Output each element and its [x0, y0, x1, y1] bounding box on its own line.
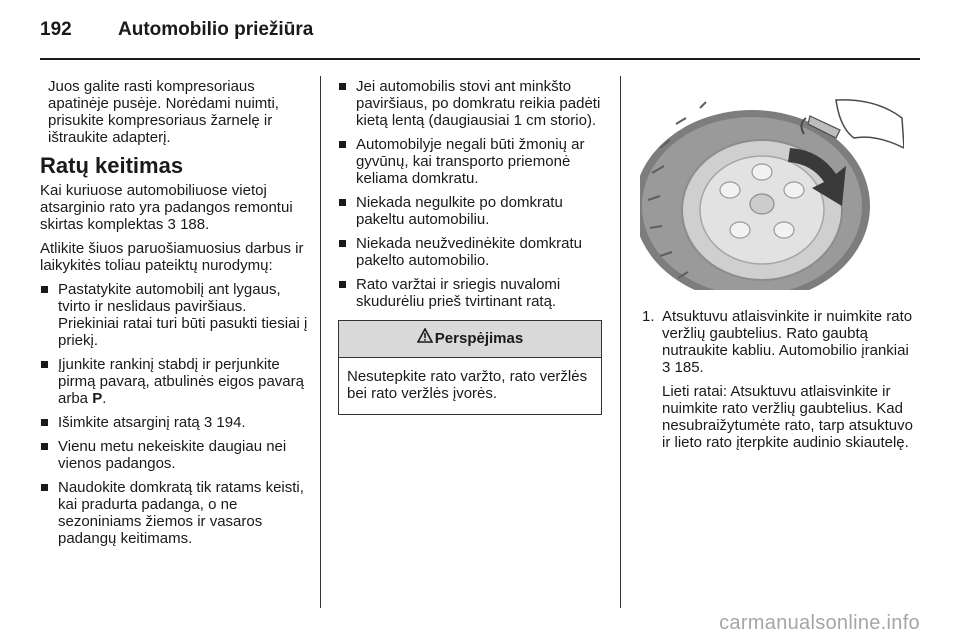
list-item-text: Įjunkite rankinį stabdį ir perjunkite pirmą pavarą, atbulinės eigos pavarą arba — [58, 356, 304, 407]
list-item: Pastatykite automobilį ant lygaus, tvirto ir neslidaus paviršiaus. Priekiniai ratai turi būti pasukti tiesiai į priekį. — [40, 281, 308, 349]
gear-park-letter: P — [92, 390, 103, 407]
column-divider-left — [320, 76, 321, 608]
page-reference-number[interactable]: 188. — [180, 216, 210, 233]
warning-header — [339, 321, 601, 358]
column-middle — [338, 78, 606, 415]
intro-paragraph: Juos galite rasti kompresoriaus apatinėje pusėje. Norėdami nuimti, prisukite kompresoriaus žarnelę ir ištraukite adapterį. — [48, 78, 279, 146]
page-reference-number[interactable]: 194. — [216, 414, 246, 431]
list-item: Naudokite domkratą tik ratams keisti, kai pradurta padanga, o ne sezoniniams žiemos ir vasaros padangų keitimams. — [40, 479, 308, 547]
warning-box — [338, 320, 602, 415]
list-item: Niekada negulkite po domkratu pakeltu automobiliu. — [338, 194, 606, 228]
step-1-alloy-note: Lieti ratai: Atsuktuvu atlaisvinkite ir nuimkite rato veržlių gaubtelius. Kad nesubraižytumėte rato, tarp atsuktuvo ir lieto rato įterpkite audinio skiautelę. — [662, 383, 913, 451]
page-reference-icon: 3 — [203, 414, 213, 431]
column-right — [640, 78, 920, 458]
paragraph-repair-kit — [40, 182, 308, 233]
list-item: Vienu metu nekeiskite daugiau nei vienos padangos. — [40, 438, 308, 472]
list-item — [40, 356, 308, 407]
column-left — [40, 78, 308, 554]
step-1-text: Atsuktuvu atlaisvinkite ir nuimkite rato veržlių gaubtelius. Rato gaubtą nutraukite kabliu. Automobilio įrankiai — [662, 308, 913, 359]
list-item-text: Išimkite atsarginį ratą — [58, 414, 204, 431]
page-reference-number[interactable]: 185. — [674, 359, 704, 376]
page-title: Automobilio priežiūra — [118, 19, 314, 40]
page-reference-icon: 3 — [167, 216, 176, 233]
page-header — [0, 0, 960, 60]
page-reference-icon: 3 — [662, 359, 671, 376]
warning-text: Nesutepkite rato varžto, rato veržlės bei rato veržlės įvorės. — [347, 368, 588, 402]
warning-triangle-icon — [417, 321, 433, 357]
wheel-cover-illustration — [640, 78, 904, 290]
warning-title: Perspėjimas — [434, 330, 524, 347]
section-heading: Ratų keitimas — [40, 153, 184, 178]
list-item — [40, 414, 308, 431]
step-number: 1. — [642, 308, 655, 325]
paragraph-repair-kit-text: Kai kuriuose automobiliuose vietoj atsarginio rato yra padangos remontui skirtas komplektas — [40, 182, 293, 233]
list-item: Niekada neužvedinėkite domkratu pakelto automobilio. — [338, 235, 606, 269]
list-item: Jei automobilis stovi ant minkšto paviršiaus, po domkratu reikia padėti kietą lentą (daugiausiai 1 cm storio). — [338, 78, 606, 129]
column-divider-right — [620, 76, 621, 608]
list-item: Rato varžtai ir sriegis nuvalomi skudurėliu prieš tvirtinant ratą. — [338, 276, 606, 310]
page-number: 192 — [40, 19, 72, 40]
list-item-end: . — [102, 390, 107, 407]
step-1 — [640, 308, 920, 376]
list-item: Automobilyje negali būti žmonių ar gyvūnų, kai transporto priemonė keliama domkratu. — [338, 136, 606, 187]
header-rule — [40, 58, 920, 60]
watermark: carmanualsonline.info — [719, 612, 920, 634]
paragraph-preparation: Atlikite šiuos paruošiamuosius darbus ir laikykitės toliau pateiktų nurodymų: — [40, 240, 304, 274]
